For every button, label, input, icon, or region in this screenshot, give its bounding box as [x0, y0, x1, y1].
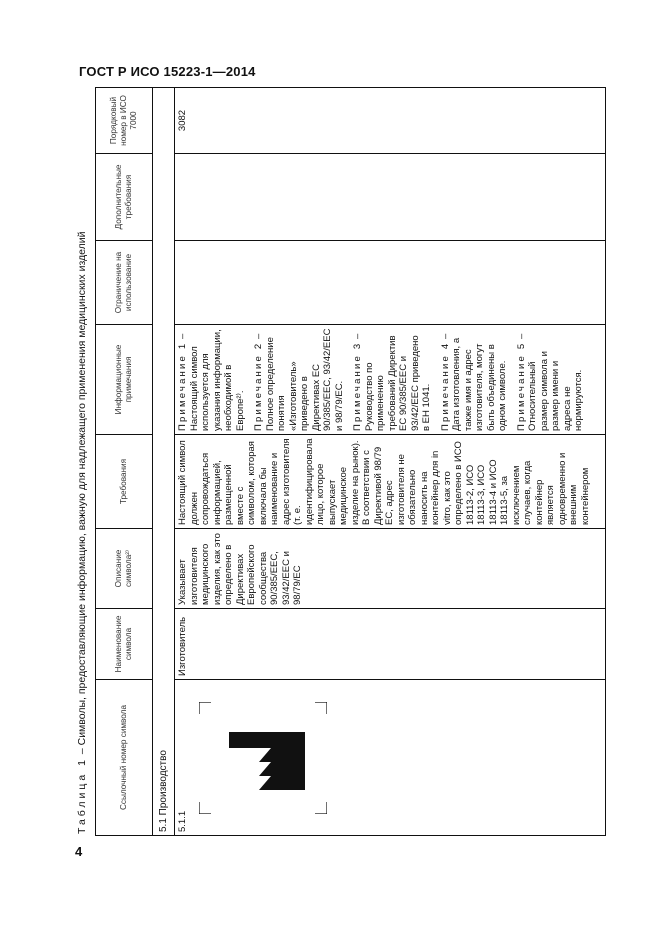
note-1 [177, 328, 246, 431]
note-2 [253, 328, 345, 431]
symbol-graphic [199, 683, 349, 832]
table-header-row [96, 88, 153, 836]
note-5-text: – Относительный размер символа и размер имени и адреса не нормируются. [515, 333, 584, 431]
document-header: ГОСТ Р ИСО 15223-1—2014 [79, 64, 256, 79]
symbol-requirements [175, 435, 606, 529]
rotated-table-container [75, 88, 606, 836]
table-row [175, 88, 606, 836]
section-row [153, 88, 175, 836]
manufacturer-factory-icon [199, 702, 327, 814]
symbol-name: Изготовитель [175, 609, 606, 680]
symbol-notes [175, 325, 606, 435]
note-5-label: Примечание 5 [515, 341, 527, 431]
table-caption-label: Таблица 1 [76, 757, 88, 834]
column-header-iso7000: Порядковый номер в ИСО 7000 [96, 88, 153, 154]
symbol-ref-number: 5.1.1 [177, 810, 188, 832]
symbol-additional-requirements [175, 154, 606, 241]
note-3-label: Примечание 3 [352, 341, 363, 431]
note-2-text: – Полное определение понятия «Изготовитель» приведено в Директивах ЕС 90/385/EEC, 93/42/EEC и 98/79/EC. [253, 328, 345, 431]
note-3 [352, 328, 433, 431]
symbol-restrictions [175, 241, 606, 325]
column-header-notes: Информационные примечания [96, 325, 153, 435]
table-caption-text: – Символы, предоставляющие информацию, важную для надлежащего применения медицинских изделий [76, 231, 88, 758]
column-header-ref: Ссылочный номер символа [96, 680, 153, 836]
page-number: 4 [75, 844, 83, 859]
iso7000-number: 3082 [175, 88, 606, 154]
note-4-text: – Дата изготовления, а также имя и адрес изготовителя, могут быть объединены в одном символе. [439, 333, 508, 431]
note-1-text: – Настоящий символ используется для указания информации, необходимой в Европе²⁾. [177, 329, 246, 431]
symbol-cell [175, 680, 606, 836]
column-header-additional: Дополнительные требования [96, 154, 153, 241]
note-2-label: Примечание 2 [253, 341, 264, 431]
note-3-text: – Руководство по применению требований Директив ЕС 90/385/EEC и 93/42/EEC приведено в ЕН 1041. [352, 333, 432, 431]
symbol-description: Указывает изготовителя медицинского изделия, как это определено в Директивах Европейского сообщества 90/385/EEC, 93/42/EEC и 98/79/EC [175, 529, 606, 609]
requirements-paragraph-1: Настоящий символ должен сопровождаться информацией, размещенной вместе с символом, которая включала бы наименование и адрес изготовителя (т. е. идентифицировала лицо, которое выпускает медицинское изделие на рынок). [177, 438, 361, 525]
section-title: 5.1 Производство [153, 88, 175, 836]
requirements-paragraph-2: В соответствии с Директивой 98/79 ЕС, адрес изготовителя не обязательно наносить на контейнер для in vitro, как это определено в ИСО 18113-2, ИСО 18113-3, ИСО 18113-4 и ИСО 18113-5, за исключением случаев, когда контейнер является одновременно и внешним контейнером [361, 441, 591, 525]
note-4 [440, 328, 509, 431]
symbols-table [95, 87, 606, 836]
column-header-name: Наименование символа [96, 609, 153, 680]
note-4-label: Примечание 4 [439, 341, 451, 431]
note-5 [516, 328, 585, 431]
note-1-label: Примечание 1 [177, 341, 188, 431]
column-header-restrictions: Ограничение на использование [96, 241, 153, 325]
column-header-requirements: Требования [96, 435, 153, 529]
table-caption [75, 86, 95, 836]
column-header-description: Описание символа²⁾ [96, 529, 153, 609]
